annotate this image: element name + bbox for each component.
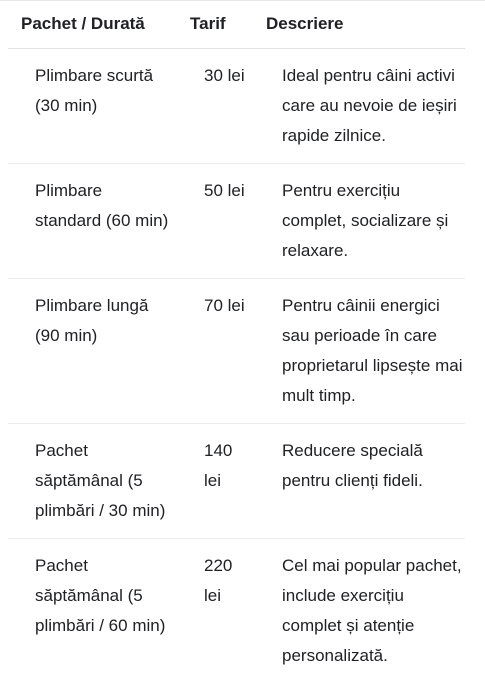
- pricing-table: [8, 0, 465, 683]
- table-row: [8, 538, 465, 683]
- cell-description: Pentru câinii energici sau perioade în care proprietarul lipsește mai mult timp.: [254, 278, 465, 423]
- cell-price: 70 lei: [178, 278, 254, 423]
- header-price: Tarif: [178, 0, 254, 48]
- table-row: [8, 278, 465, 423]
- cell-price: 30 lei: [178, 48, 254, 163]
- table-row: [8, 48, 465, 163]
- cell-package: Pachet săptămânal (5 plimbări / 60 min): [35, 555, 166, 635]
- header-row: [8, 0, 465, 48]
- cell-price: 220 lei: [204, 555, 233, 605]
- cell-description: Reducere specială pentru clienți fideli.: [254, 423, 465, 538]
- cell-description: Cel mai popular pachet, include exercițiu complet și atenție personalizată.: [282, 555, 462, 665]
- cell-package: Plimbare lungă (90 min): [8, 278, 178, 423]
- table-row: [8, 163, 465, 278]
- header-description: Descriere: [254, 0, 465, 48]
- cell-description: Ideal pentru câini activi care au nevoie de ieșiri rapide zilnice.: [254, 48, 465, 163]
- cell-price: 140 lei: [178, 423, 254, 538]
- table-row: [8, 423, 465, 538]
- table-header: [8, 0, 465, 48]
- cell-package: Plimbare scurtă (30 min): [8, 48, 178, 163]
- cell-price: 50 lei: [178, 163, 254, 278]
- cell-package: Pachet săptămânal (5 plimbări / 30 min): [8, 423, 178, 538]
- cell-description: Pentru exercițiu complet, socializare și relaxare.: [254, 163, 465, 278]
- table-body: [8, 48, 465, 683]
- header-package: Pachet / Durată: [8, 0, 178, 48]
- cell-package: Plimbare standard (60 min): [8, 163, 178, 278]
